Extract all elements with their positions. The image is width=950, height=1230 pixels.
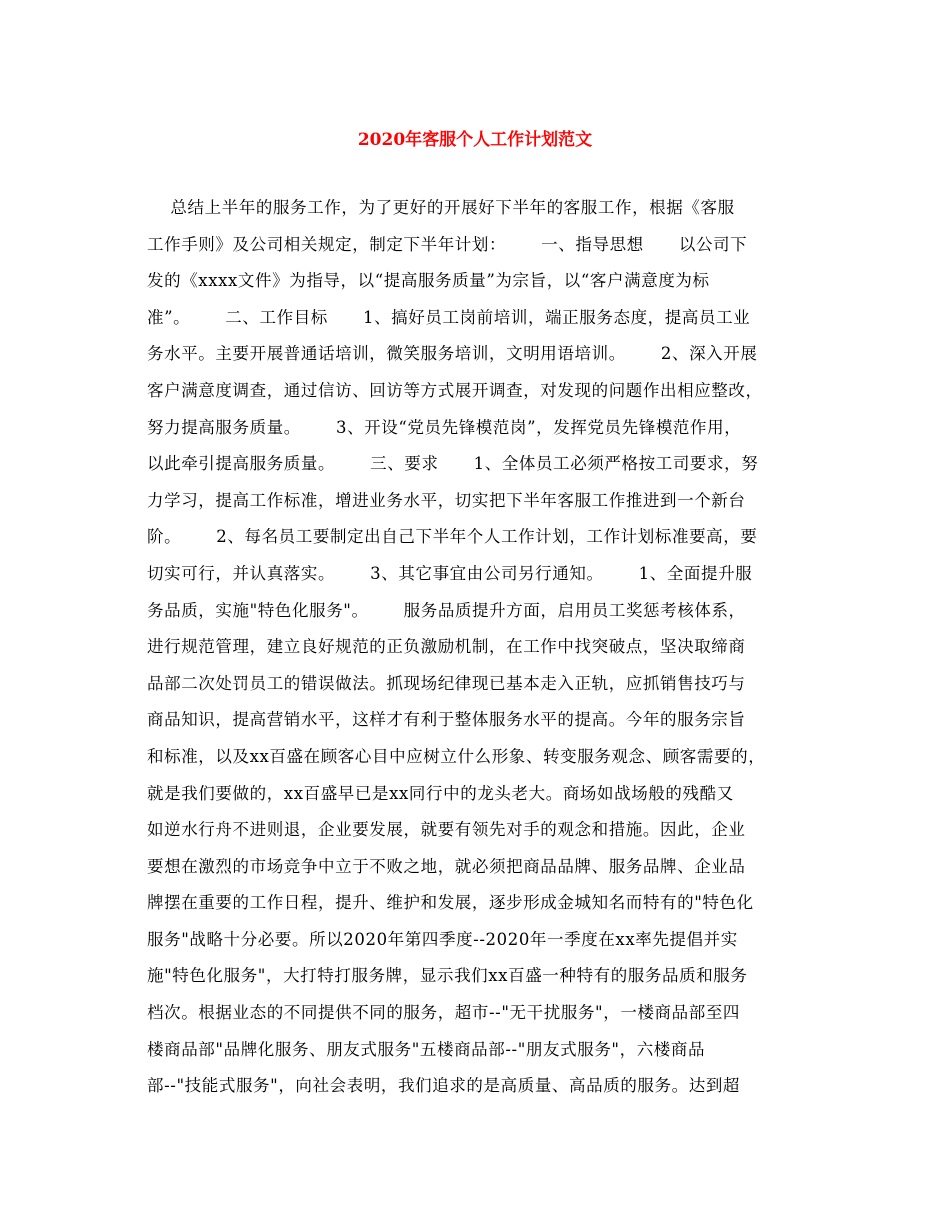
body-line: 要想在激烈的市场竞争中立于不败之地，就必须把商品品牌、服务品牌、企业品 [147, 856, 746, 876]
body-line: 服务"战略十分必要。所以2020年第四季度--2020年一季度在xx率先提倡并实 [147, 929, 738, 949]
body-line: 阶。 2、每名员工要制定出自己下半年个人工作计划，工作计划标准要高，要 [147, 527, 758, 547]
body-line: 档次。根据业态的不同提供不同的服务，超市--"无干扰服务"，一楼商品部至四 [147, 1003, 741, 1023]
body-line: 牌摆在重要的工作日程，提升、维护和发展，逐步形成金城知名而特有的"特色化 [147, 893, 754, 913]
body-line: 施"特色化服务"，大打特打服务牌，显示我们xx百盛一种特有的服务品质和服务 [147, 966, 748, 986]
body-line: 品部二次处罚员工的错误做法。抓现场纪律现已基本走入正轨，应抓销售技巧与 [147, 673, 746, 693]
body-line: 部--"技能式服务"，向社会表明，我们追求的是高质量、高品质的服务。达到超 [147, 1076, 741, 1096]
body-line: 力学习，提高工作标准，增进业务水平，切实把下半年客服工作推进到一个新台 [147, 490, 746, 510]
document-body [147, 196, 807, 1111]
document-title: 2020年客服个人工作计划范文 [357, 130, 593, 150]
body-line: 发的《xxxx文件》为指导，以“提高服务质量”为宗旨，以“客户满意度为标 [147, 271, 710, 291]
body-line: 商品知识，提高营销水平，这样才有利于整体服务水平的提高。今年的服务宗旨 [147, 710, 746, 730]
body-line: 务品质，实施"特色化服务"。 服务品质提升方面，启用员工奖惩考核体系， [147, 600, 746, 620]
body-line: 以此牵引提高服务质量。 三、要求 1、全体员工必须严格按工司要求，努 [147, 454, 759, 474]
body-line: 准”。 二、工作目标 1、搞好员工岗前培训，端正服务态度，提高员工业 [147, 307, 751, 327]
body-line: 就是我们要做的，xx百盛早已是xx同行中的龙头老大。商场如战场般的残酷又 [147, 783, 734, 803]
body-line: 努力提高服务质量。 3、开设“党员先锋模范岗”，发挥党员先锋模范作用， [147, 417, 742, 437]
body-line: 楼商品部"品牌化服务、朋友式服务"五楼商品部--"朋友式服务"，六楼商品 [147, 1039, 706, 1059]
body-line: 工作手则》及公司相关规定，制定下半年计划： 一、指导思想 以公司下 [147, 234, 748, 254]
body-line: 切实可行，并认真落实。 3、其它事宜由公司另行通知。 1、全面提升服 [147, 563, 753, 583]
body-line: 务水平。主要开展普通话培训，微笑服务培训，文明用语培训。 2、深入开展 [147, 344, 758, 364]
body-line: 进行规范管理，建立良好规范的正负激励机制，在工作中找突破点，坚决取缔商 [147, 637, 746, 657]
body-line: 客户满意度调查，通过信访、回访等方式展开调查，对发现的问题作出相应整改， [147, 380, 763, 400]
body-line: 总结上半年的服务工作，为了更好的开展好下半年的客服工作，根据《客服 [147, 198, 735, 217]
body-line: 如逆水行舟不进则退，企业要发展，就要有领先对手的观念和措施。因此，企业 [147, 820, 746, 840]
body-line: 和标准，以及xx百盛在顾客心目中应树立什么形象、转变服务观念、顾客需要的， [147, 746, 766, 766]
